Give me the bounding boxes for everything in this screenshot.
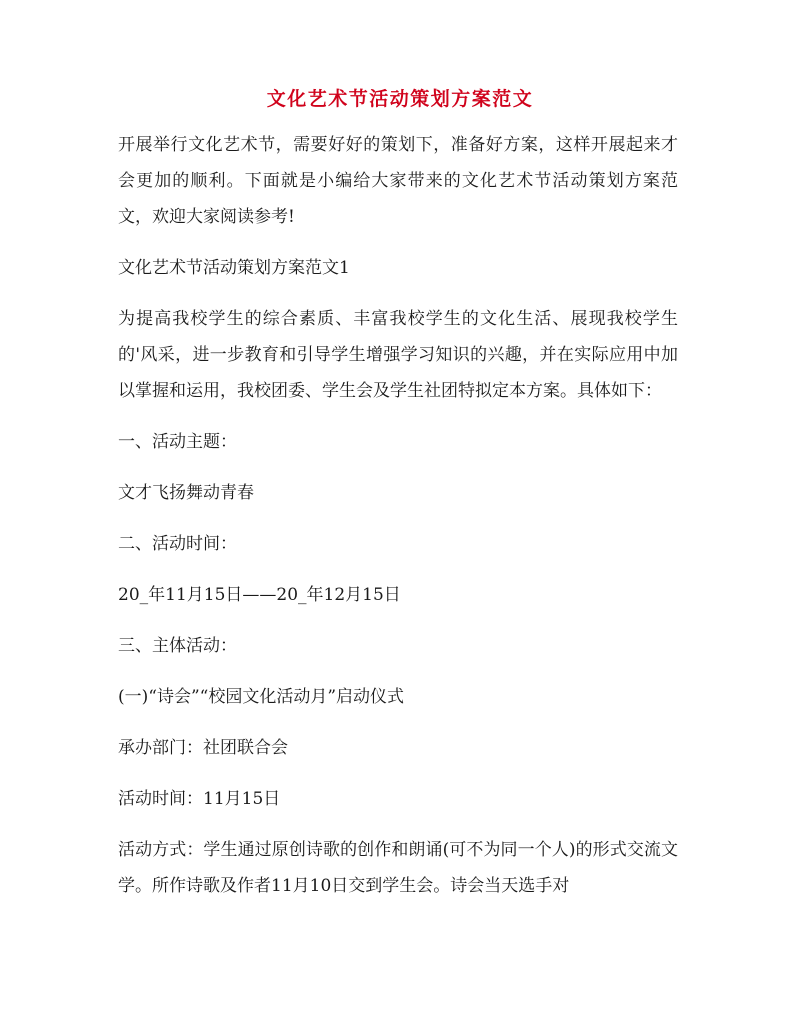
- intro-paragraph: 开展举行文化艺术节，需要好好的策划下，准备好方案，这样开展起来才会更加的顺利。下面就是小编给大家带来的文化艺术节活动策划方案范文，欢迎大家阅读参考!: [118, 135, 678, 227]
- theme-heading: 一、活动主题：: [118, 432, 237, 452]
- activity-time-line: 活动时间：11月15日: [118, 789, 281, 809]
- activities-heading: 三、主体活动：: [118, 636, 237, 656]
- section-heading: 文化艺术节活动策划方案范文1: [118, 258, 350, 278]
- organizer-line: 承办部门：社团联合会: [118, 738, 288, 758]
- activity-method-paragraph: 活动方式：学生通过原创诗歌的创作和朗诵(可不为同一个人)的形式交流文学。所作诗歌及作者11月10日交到学生会。诗会当天选手对: [118, 840, 678, 896]
- time-text: 20_年11月15日——20_年12月15日: [118, 585, 401, 605]
- document-body: [118, 127, 678, 904]
- purpose-paragraph: 为提高我校学生的综合素质、丰富我校学生的文化生活、展现我校学生的'风采，进一步教育和引导学生增强学习知识的兴趣，并在实际应用中加以掌握和运用，我校团委、学生会及学生社团特拟定本方案。具体如下：: [118, 309, 678, 401]
- theme-text: 文才飞扬舞动青春: [118, 483, 254, 503]
- time-heading: 二、活动时间：: [118, 534, 237, 554]
- activity-one-title: (一)“诗会”“校园文化活动月”启动仪式: [118, 687, 405, 707]
- document-title: 文化艺术节活动策划方案范文: [266, 88, 534, 110]
